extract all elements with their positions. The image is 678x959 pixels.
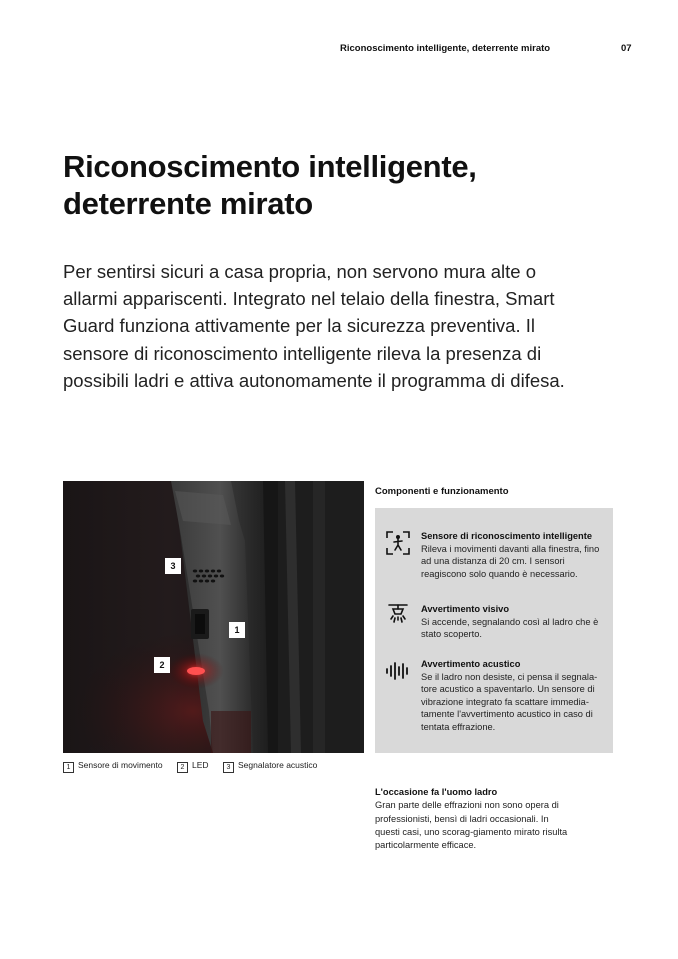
legend-label: Sensore di movimento [78, 760, 163, 770]
feature-motion-sensor [421, 530, 609, 580]
legend-item-led [177, 760, 209, 773]
callout-1: 1 [229, 622, 245, 638]
feature-title: Sensore di riconoscimento intelligente [421, 531, 592, 541]
feature-title: Avvertimento acustico [421, 659, 521, 669]
page-title [63, 148, 623, 222]
sound-wave-icon [385, 658, 411, 684]
legend-item-motion-sensor [63, 760, 163, 773]
legend-item-acoustic-signal [223, 760, 317, 773]
components-heading: Componenti e funzionamento [375, 486, 509, 497]
legend-label: Segnalatore acustico [238, 760, 318, 770]
photo-legend [63, 760, 373, 772]
legend-number: 3 [223, 762, 234, 773]
info-note [375, 786, 575, 852]
components-box [375, 508, 613, 753]
intro-paragraph: Per sentirsi sicuri a casa propria, non servono mura alte o allarmi appariscenti. Integrato nel telaio della finestra, Smart Guard funziona attivamente per la sicurezza preventiva. Il sensore di riconoscimento intelligente rileva la presenza di possibili ladri e attiva autonomamente il programma di difesa. [63, 261, 565, 391]
legend-number: 1 [63, 762, 74, 773]
motion-sensor-icon [385, 530, 411, 556]
callout-2: 2 [154, 657, 170, 673]
light-icon [385, 602, 411, 628]
page-number: 07 [621, 43, 632, 54]
legend-label: LED [192, 760, 209, 770]
page-title-line-1: Riconoscimento intelligente, [63, 149, 477, 184]
feature-acoustic-warning [421, 658, 609, 733]
feature-description: Se il ladro non desiste, ci pensa il segnala-tore acustico a spaventarlo. Un sensore di vibrazione integrato fa scattare immedia-tamente l'avvertimento acustico in caso di tentata effrazione. [421, 671, 598, 732]
running-title: Riconoscimento intelligente, deterrente mirato [340, 43, 551, 54]
callout-3: 3 [165, 558, 181, 574]
feature-title: Avvertimento visivo [421, 604, 510, 614]
legend-number: 2 [177, 762, 188, 773]
running-header [0, 43, 678, 57]
note-title: L'occasione fa l'uomo ladro [375, 787, 498, 797]
feature-visual-warning [421, 603, 609, 641]
page-title-line-2: deterrente mirato [63, 186, 313, 221]
speaker-grille [191, 567, 227, 585]
product-photo [63, 481, 364, 753]
feature-description: Rileva i movimenti davanti alla finestra, fino ad una distanza di 20 cm. I sensori reagiscono solo quando è necessario. [421, 543, 600, 579]
feature-description: Si accende, segnalando così al ladro che è stato scoperto. [421, 616, 599, 639]
note-body: Gran parte delle effrazioni non sono opera di professionisti, bensì di ladri occasionali. In questi casi, uno scorag-giamento mirato risulta particolarmente efficace. [375, 800, 568, 851]
